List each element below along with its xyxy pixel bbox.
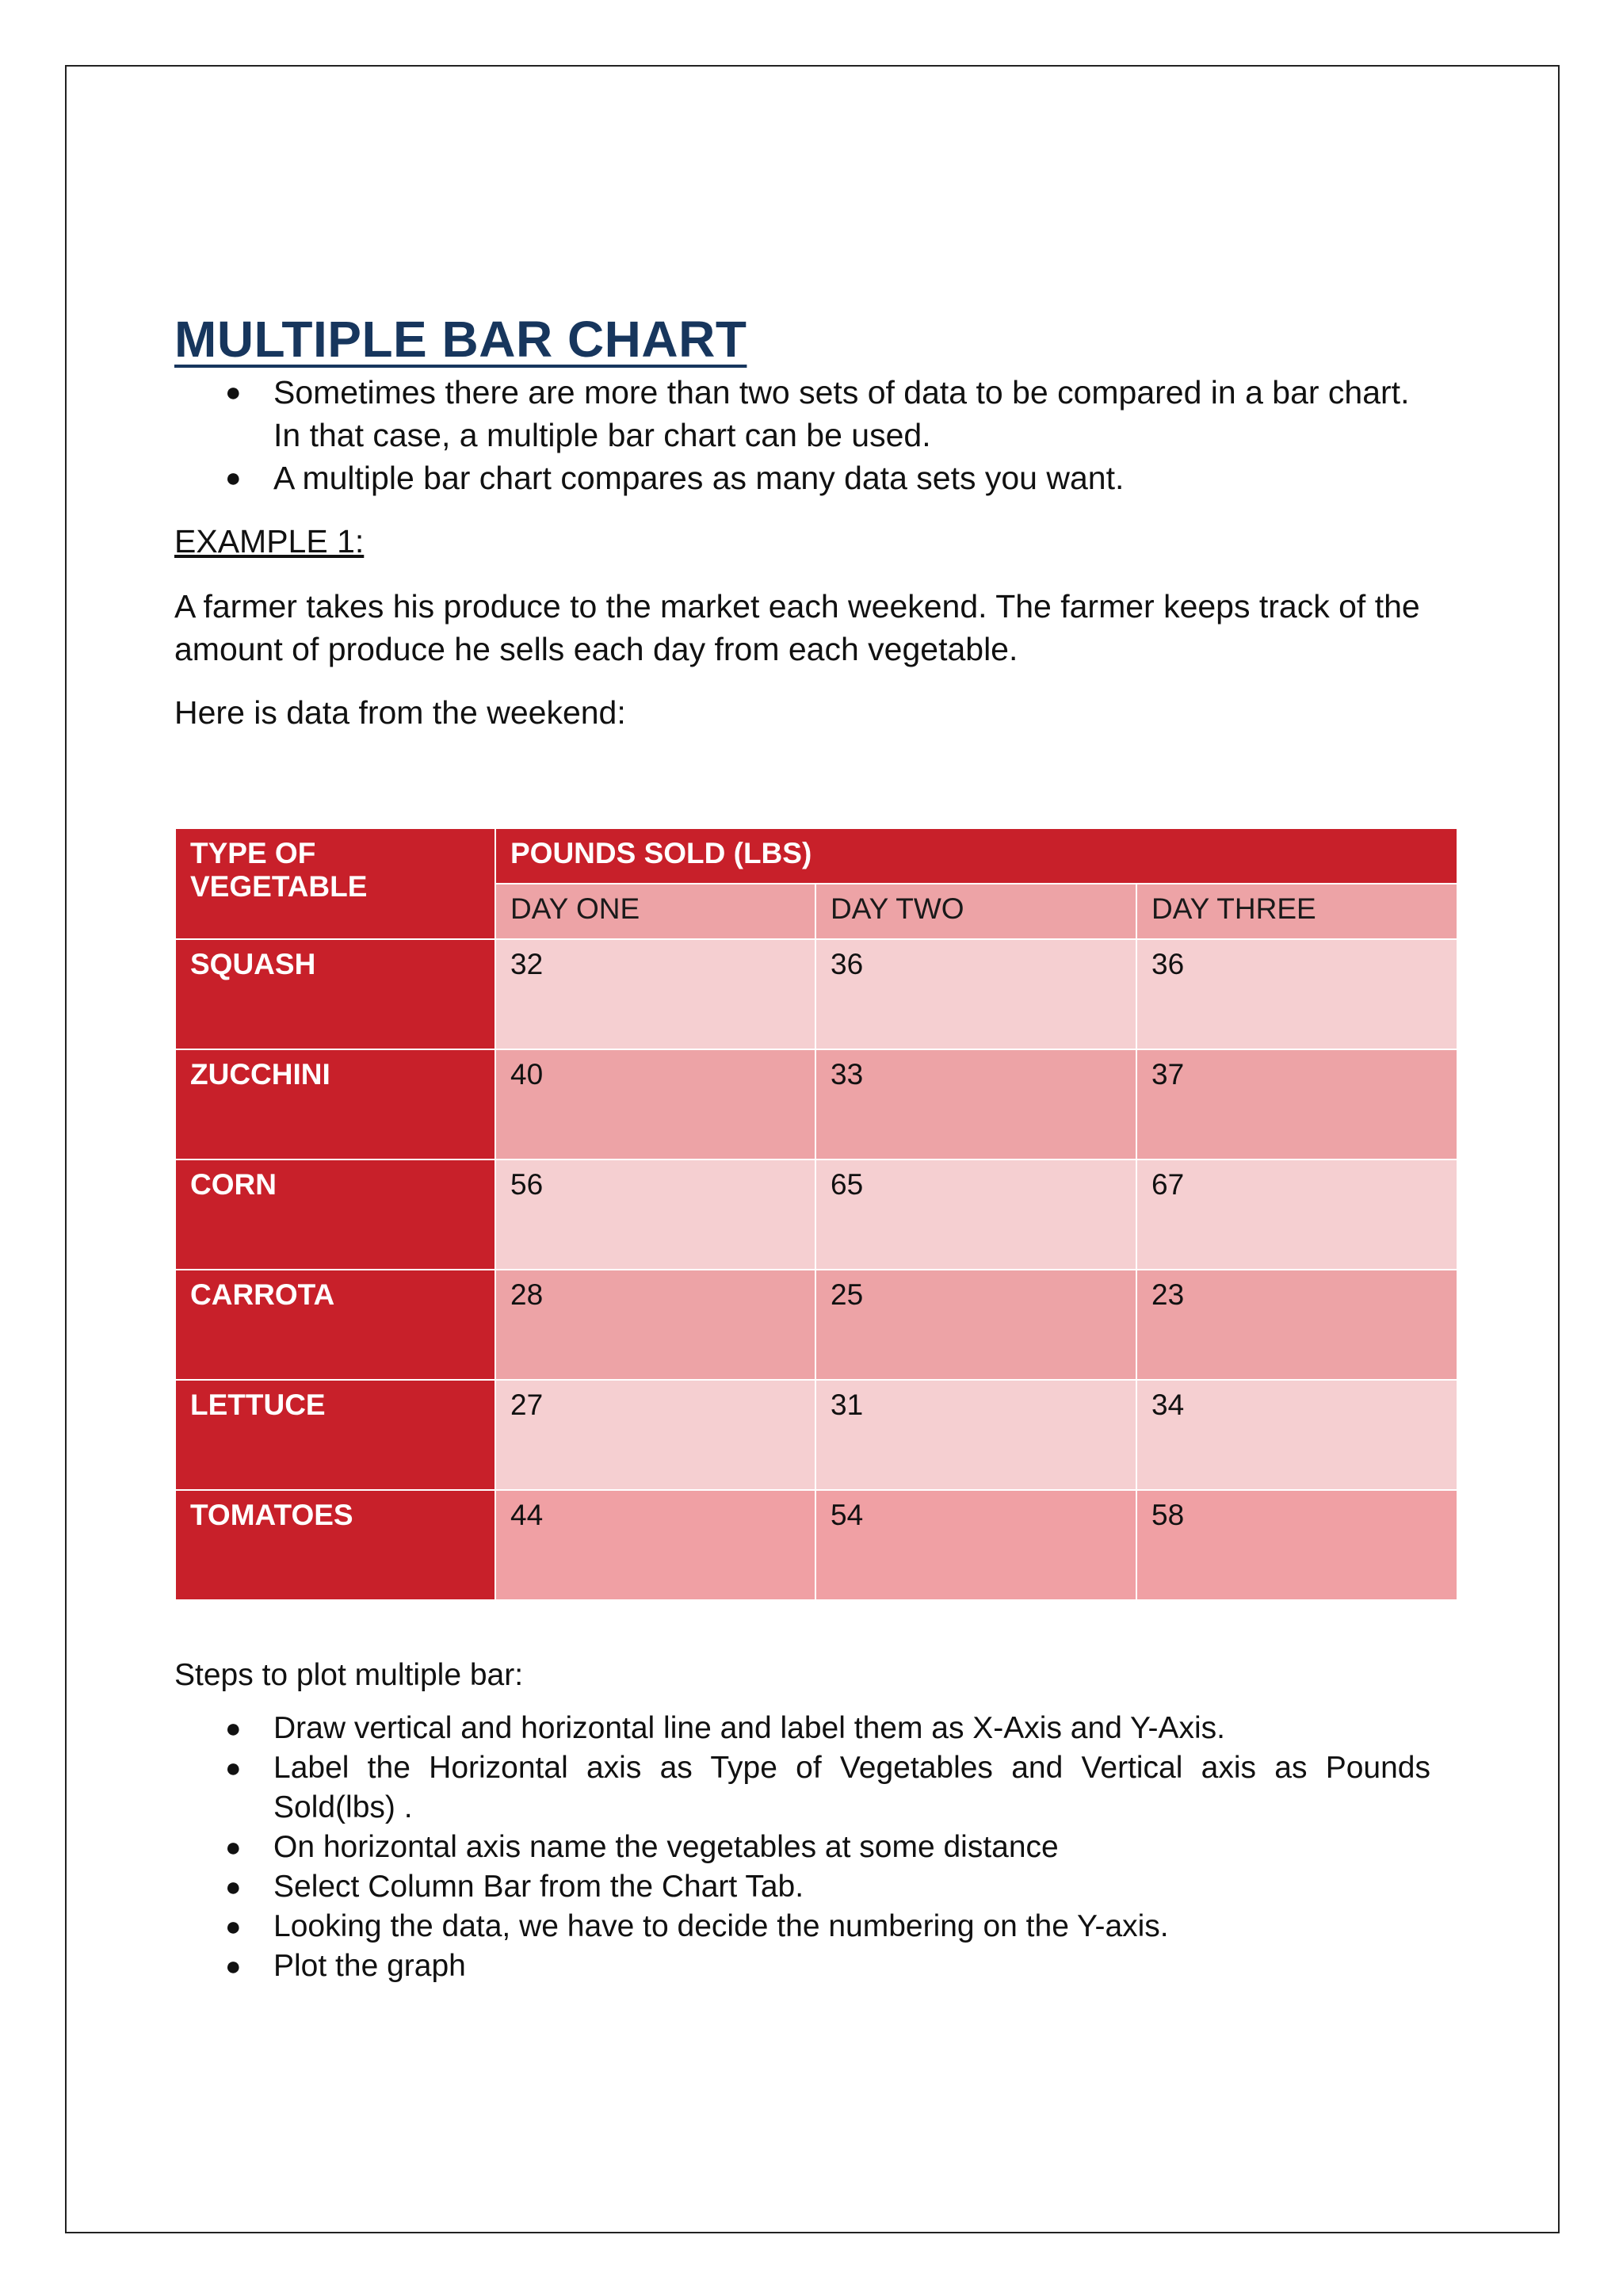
steps-section <box>174 1655 1430 1986</box>
bullet-text: Looking the data, we have to decide the numbering on the Y-axis. <box>273 1909 1169 1943</box>
row-header: LETTUCE <box>175 1380 495 1490</box>
table-cell: 25 <box>815 1270 1136 1380</box>
table-row <box>175 1270 1457 1380</box>
table-header-row <box>175 828 1457 884</box>
table-cell: 58 <box>1136 1490 1457 1600</box>
column-header-day-two: DAY TWO <box>815 884 1136 939</box>
table-cell: 54 <box>815 1490 1136 1600</box>
table-cell: 28 <box>495 1270 815 1380</box>
bullet-icon: ● <box>225 377 242 407</box>
list-item <box>174 1828 1430 1867</box>
table-cell: 37 <box>1136 1049 1457 1159</box>
intro-bullet-list <box>174 371 1430 499</box>
column-header-type: TYPE OF VEGETABLE <box>175 828 495 939</box>
table-cell: 40 <box>495 1049 815 1159</box>
table-cell: 36 <box>1136 939 1457 1049</box>
bullet-text: Sometimes there are more than two sets of data to be compared in a bar chart. In that case, a multiple bar chart can be used. <box>273 374 1410 453</box>
column-header-day-one: DAY ONE <box>495 884 815 939</box>
bullet-icon: ● <box>225 1912 242 1942</box>
list-item <box>174 1946 1430 1986</box>
bullet-text: A multiple bar chart compares as many data sets you want. <box>273 460 1125 496</box>
row-header: SQUASH <box>175 939 495 1049</box>
bullet-text: On horizontal axis name the vegetables at some distance <box>273 1830 1059 1864</box>
table-cell: 27 <box>495 1380 815 1490</box>
bullet-icon: ● <box>225 463 242 493</box>
page-title: MULTIPLE BAR CHART <box>174 311 747 368</box>
bullet-text: Select Column Bar from the Chart Tab. <box>273 1870 804 1904</box>
column-header-day-three: DAY THREE <box>1136 884 1457 939</box>
intro-paragraph: A farmer takes his produce to the market each weekend. The farmer keeps track of the amount of produce he sells each day from each vegetable. <box>174 588 1420 667</box>
bullet-icon: ● <box>225 1713 242 1744</box>
bullet-text: Draw vertical and horizontal line and label them as X-Axis and Y-Axis. <box>273 1711 1225 1745</box>
list-item <box>174 457 1430 499</box>
table-row <box>175 1490 1457 1600</box>
column-header-pounds: POUNDS SOLD (LBS) <box>495 828 1457 884</box>
table-row <box>175 1159 1457 1270</box>
document-content <box>174 308 1430 734</box>
table-row <box>175 939 1457 1049</box>
bullet-icon: ● <box>225 1832 242 1862</box>
row-header: CARROTA <box>175 1270 495 1380</box>
data-intro-paragraph: Here is data from the weekend: <box>174 694 626 731</box>
table-cell: 33 <box>815 1049 1136 1159</box>
table-cell: 34 <box>1136 1380 1457 1490</box>
row-header: TOMATOES <box>175 1490 495 1600</box>
row-header: CORN <box>175 1159 495 1270</box>
bullet-icon: ● <box>225 1872 242 1902</box>
bullet-text: Plot the graph <box>273 1949 466 1983</box>
table-cell: 65 <box>815 1159 1136 1270</box>
table-cell: 67 <box>1136 1159 1457 1270</box>
list-item <box>174 371 1430 457</box>
vegetable-data-table <box>174 827 1458 1601</box>
table-cell: 32 <box>495 939 815 1049</box>
steps-bullet-list <box>174 1709 1430 1986</box>
table-row <box>175 1380 1457 1490</box>
table-cell: 36 <box>815 939 1136 1049</box>
bullet-icon: ● <box>225 1951 242 1981</box>
list-item <box>174 1709 1430 1748</box>
example-label: EXAMPLE 1: <box>174 523 365 560</box>
list-item <box>174 1867 1430 1907</box>
table-cell: 44 <box>495 1490 815 1600</box>
table-cell: 23 <box>1136 1270 1457 1380</box>
table-row <box>175 1049 1457 1159</box>
bullet-text: Label the Horizontal axis as Type of Vegetables and Vertical axis as Pounds Sold(lbs) . <box>273 1751 1430 1824</box>
row-header: ZUCCHINI <box>175 1049 495 1159</box>
table-cell: 56 <box>495 1159 815 1270</box>
steps-title: Steps to plot multiple bar: <box>174 1658 524 1692</box>
bullet-icon: ● <box>225 1753 242 1783</box>
list-item <box>174 1748 1430 1828</box>
table-cell: 31 <box>815 1380 1136 1490</box>
list-item <box>174 1907 1430 1946</box>
